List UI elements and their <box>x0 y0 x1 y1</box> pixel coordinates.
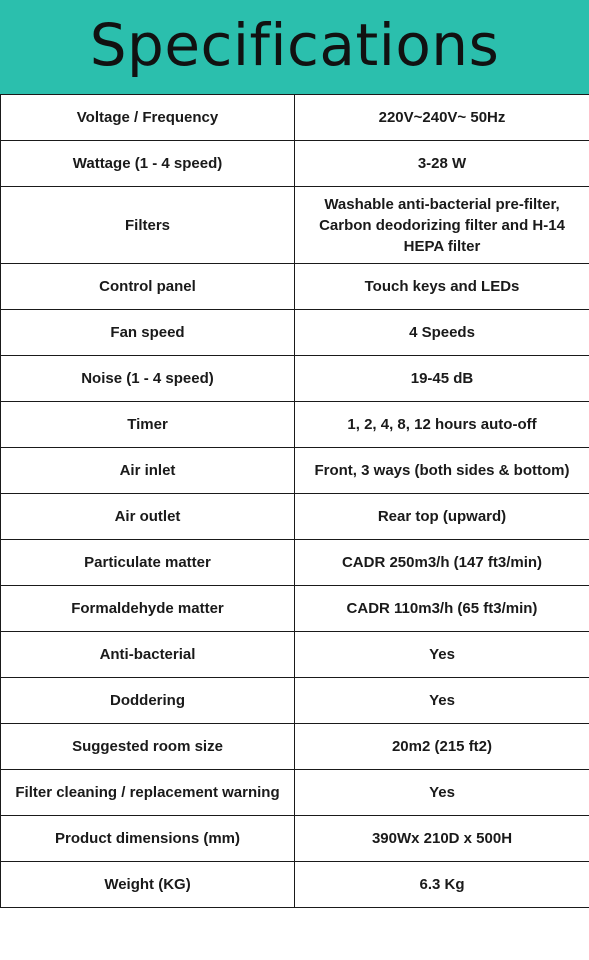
table-row <box>1 862 589 908</box>
table-row <box>1 95 589 141</box>
spec-value: Yes <box>295 678 589 724</box>
spec-label: Fan speed <box>1 310 295 356</box>
spec-value: 6.3 Kg <box>295 862 589 908</box>
spec-value: Yes <box>295 632 589 678</box>
spec-value: 4 Speeds <box>295 310 589 356</box>
spec-value: 20m2 (215 ft2) <box>295 724 589 770</box>
table-row <box>1 141 589 187</box>
spec-label: Wattage (1 - 4 speed) <box>1 141 295 187</box>
spec-value: 220V~240V~ 50Hz <box>295 95 589 141</box>
spec-label: Anti-bacterial <box>1 632 295 678</box>
table-row <box>1 187 589 264</box>
spec-value: Washable anti-bacterial pre-filter, Carbon deodorizing filter and H-14 HEPA filter <box>295 187 589 264</box>
specifications-table <box>0 94 589 908</box>
spec-value: 390Wx 210D x 500H <box>295 816 589 862</box>
spec-label: Noise (1 - 4 speed) <box>1 356 295 402</box>
table-row <box>1 356 589 402</box>
spec-value: CADR 110m3/h (65 ft3/min) <box>295 586 589 632</box>
spec-label: Product dimensions (mm) <box>1 816 295 862</box>
spec-value: Touch keys and LEDs <box>295 264 589 310</box>
spec-label: Filter cleaning / replacement warning <box>1 770 295 816</box>
title-banner <box>0 0 589 94</box>
table-row <box>1 724 589 770</box>
table-row <box>1 632 589 678</box>
table-row <box>1 540 589 586</box>
spec-label: Air outlet <box>1 494 295 540</box>
spec-value: Yes <box>295 770 589 816</box>
spec-value: 3-28 W <box>295 141 589 187</box>
table-row <box>1 310 589 356</box>
spec-value: Front, 3 ways (both sides & bottom) <box>295 448 589 494</box>
table-row <box>1 264 589 310</box>
table-row <box>1 816 589 862</box>
spec-label: Air inlet <box>1 448 295 494</box>
table-row <box>1 402 589 448</box>
spec-value: Rear top (upward) <box>295 494 589 540</box>
spec-value: 19-45 dB <box>295 356 589 402</box>
table-row <box>1 770 589 816</box>
spec-value: CADR 250m3/h (147 ft3/min) <box>295 540 589 586</box>
spec-label: Suggested room size <box>1 724 295 770</box>
table-row <box>1 678 589 724</box>
spec-label: Control panel <box>1 264 295 310</box>
spec-label: Particulate matter <box>1 540 295 586</box>
page-title: Specifications <box>89 11 500 79</box>
spec-label: Filters <box>1 187 295 264</box>
table-row <box>1 494 589 540</box>
table-row <box>1 448 589 494</box>
spec-label: Timer <box>1 402 295 448</box>
table-row <box>1 586 589 632</box>
spec-label: Weight (KG) <box>1 862 295 908</box>
spec-label: Voltage / Frequency <box>1 95 295 141</box>
spec-label: Doddering <box>1 678 295 724</box>
spec-label: Formaldehyde matter <box>1 586 295 632</box>
spec-value: 1, 2, 4, 8, 12 hours auto-off <box>295 402 589 448</box>
